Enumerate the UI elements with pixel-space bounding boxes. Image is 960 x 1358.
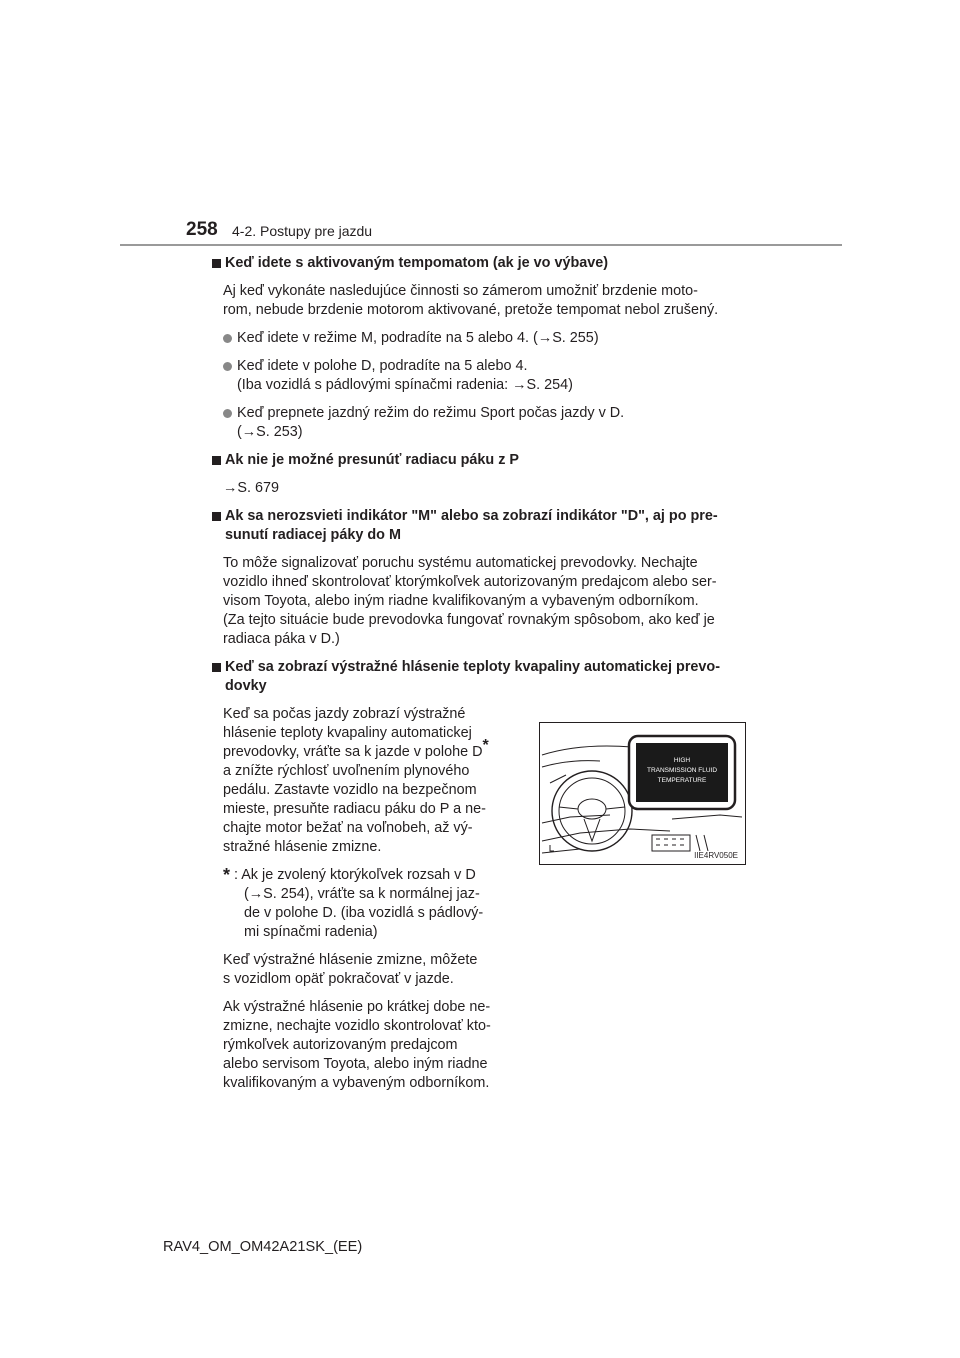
- asterisk-mark: *: [482, 737, 489, 755]
- header-divider: [120, 244, 842, 246]
- heading-fluid-temperature: Keď sa zobrazí výstražné hlásenie teploty kvapaliny automatickej prevo- dovky: [210, 658, 753, 696]
- figure-code: IIE4RV050E: [694, 851, 738, 860]
- display-text-line2: TRANSMISSION FLUID: [646, 767, 718, 774]
- footnote: * : Ak je zvolený ktorýkoľvek rozsah v D (→S. 254), vráťte sa k normálnej jaz- de v polohe D. (iba vozidlá s pádlový- mi spínačmi radenia): [223, 865, 484, 940]
- heading-shift-lever-p: Ak nie je možné presunúť radiacu páku z P: [210, 451, 753, 470]
- dashboard-illustration: [539, 722, 746, 865]
- page-number: 258: [186, 219, 218, 240]
- fluid-temperature-section: [223, 705, 753, 1093]
- paragraph-message-persists: Ak výstražné hlásenie po krátkej dobe ne- zmizne, nechajte vozidlo skontrolovať kto- rýmkoľvek autorizovaným predajcom alebo servisom Toyota, alebo iným riadne kvalifikovaným a vybaveným odborníkom.: [223, 999, 491, 1091]
- bullet-m-mode: Keď idete v režime M, podradíte na 5 alebo 4. (→S. 255): [223, 329, 753, 348]
- paragraph-page-ref: →S. 679: [223, 480, 279, 496]
- paragraph-malfunction: To môže signalizovať poruchu systému automatickej prevodovky. Nechajte vozidlo ihneď skontrolovať ktorýmkoľvek autorizovaným predajcom alebo ser- visom Toyota, alebo iným riadne kvalifikovaným a vybaveným odborníkom. (Za tejto situácie bude prevodovka fungovať rovnakým spôsobom, ako keď je radiaca páka v D.): [223, 555, 717, 647]
- paragraph-engine-braking: Aj keď vykonáte nasledujúce činnosti so zámerom umožniť brzdenie moto- rom, nebude brzdenie motorom aktivované, pretože tempomat nebol zrušený.: [223, 283, 719, 318]
- dashboard-drawing: [540, 723, 745, 864]
- heading-indicator-m: Ak sa nerozsvieti indikátor "M" alebo sa zobrazí indikátor "D", aj po pre- sunutí radiacej páky do M: [210, 507, 753, 545]
- page-content: [210, 254, 753, 1102]
- footnote-asterisk: *: [223, 865, 231, 885]
- heading-cruise-control: Keď idete s aktivovaným tempomatom (ak je vo výbave): [210, 254, 753, 273]
- section-title: 4-2. Postupy pre jazdu: [232, 223, 373, 239]
- bullet-sport-mode: Keď prepnete jazdný režim do režimu Sport počas jazdy v D. (→S. 253): [223, 404, 753, 442]
- document-code: RAV4_OM_OM42A21SK_(EE): [163, 1239, 363, 1255]
- display-text-line3: TEMPERATURE: [657, 777, 707, 784]
- paragraph-warning-message: Keď sa počas jazdy zobrazí výstražné hlásenie teploty kvapaliny automatickej prevodovky, vráťte sa k jazde v polohe D* a znížte rýchlosť uvoľnením plynového pedálu. Zastavte vozidlo na bezpečnom mieste, presuňte radiacu páku do P a ne- chajte motor bežať na voľnobeh, až vý- stražné hlásenie zmizne.: [223, 706, 489, 855]
- display-text-line1: HIGH: [673, 757, 691, 764]
- paragraph-message-disappears: Keď výstražné hlásenie zmizne, môžete s vozidlom opäť pokračovať v jazde.: [223, 952, 478, 987]
- fluid-temperature-text: [223, 705, 507, 1093]
- bullet-d-position: Keď idete v polohe D, podradíte na 5 alebo 4. (Iba vozidlá s pádlovými spínačmi radenia: →S. 254): [223, 357, 753, 395]
